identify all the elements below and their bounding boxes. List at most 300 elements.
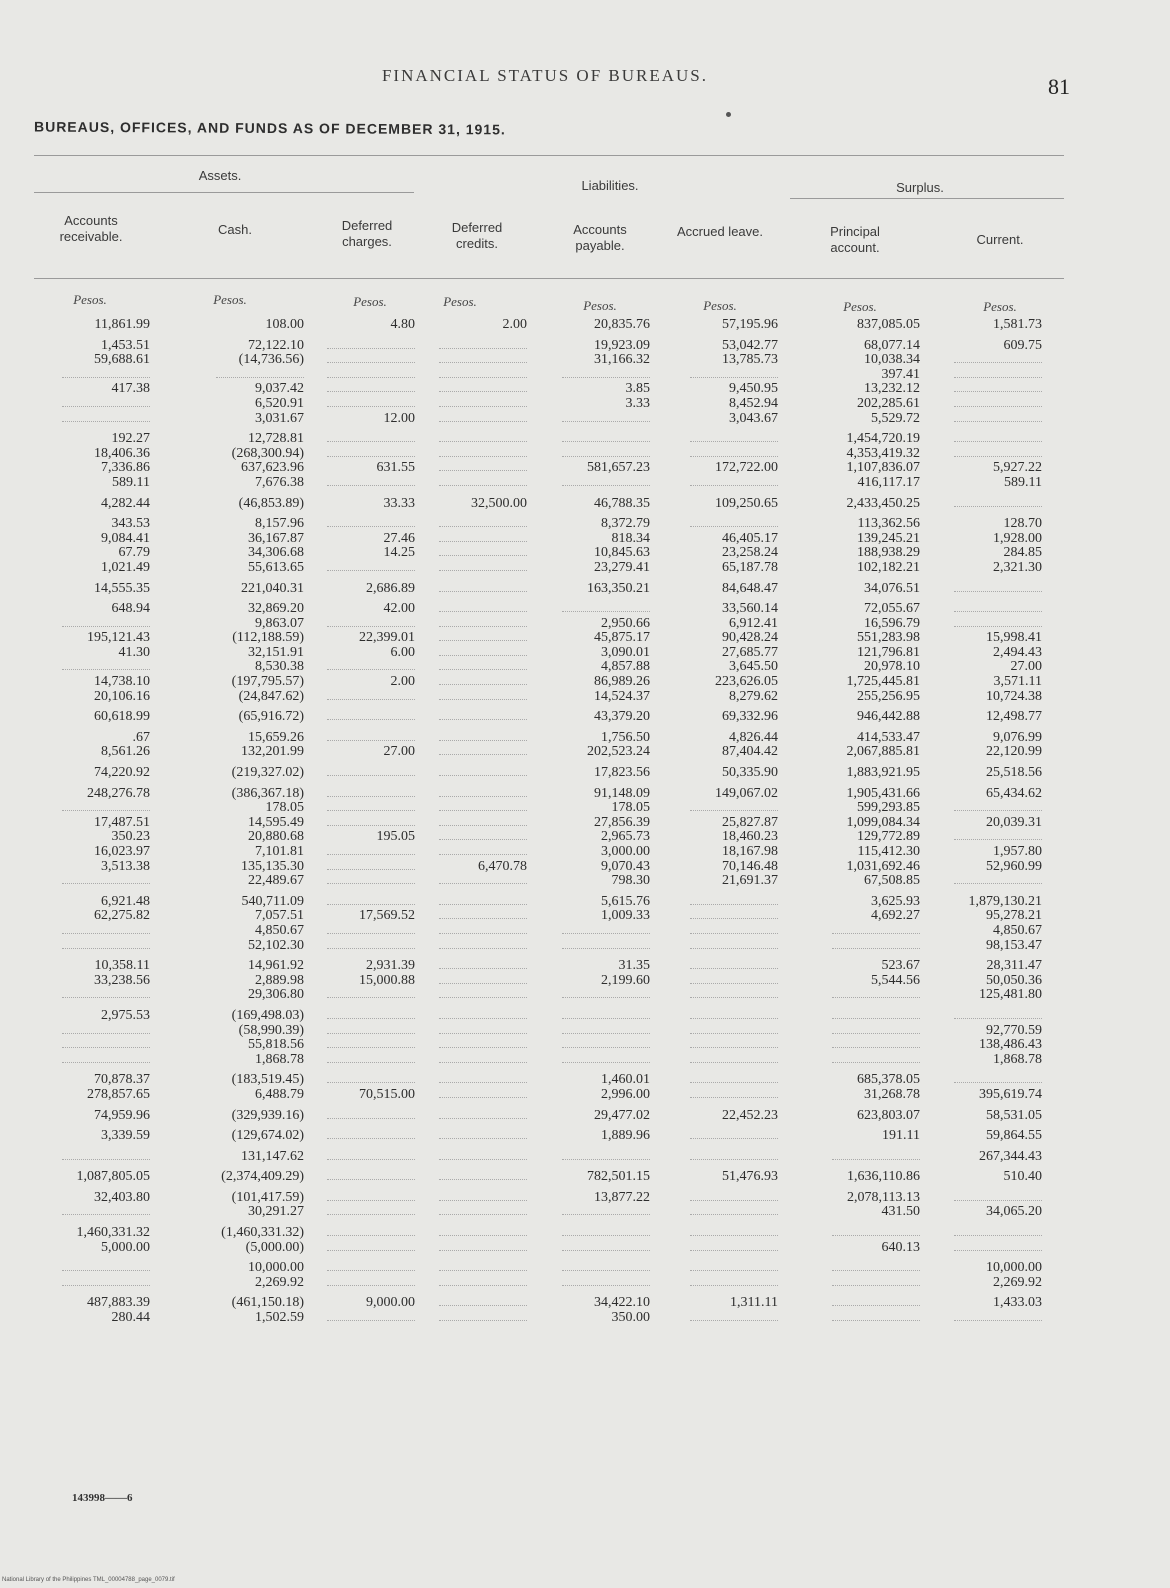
table-cell bbox=[415, 787, 527, 802]
table-cell: 1,883,921.95 bbox=[846, 765, 920, 781]
table-cell: 195.05 bbox=[376, 829, 415, 845]
table-cell bbox=[415, 959, 527, 974]
table-cell: 18,406.36 bbox=[94, 445, 150, 461]
leader-dots bbox=[690, 1206, 778, 1215]
table-cell: 115,412.30 bbox=[857, 844, 920, 859]
table-cell bbox=[415, 1109, 527, 1124]
table-cell: 2,889.98 bbox=[255, 972, 304, 988]
table-cell: 10,000.00 bbox=[248, 1260, 304, 1276]
leader-dots bbox=[439, 448, 527, 457]
leader-dots bbox=[954, 802, 1042, 811]
table-cell: 16,023.97 bbox=[94, 844, 150, 859]
table-subtitle: BUREAUS, OFFICES, AND FUNDS AS OF DECEMBER 31, 1915. bbox=[33, 118, 506, 138]
table-cell bbox=[38, 1261, 150, 1276]
table-cell bbox=[666, 1226, 778, 1241]
table-cell: 8,372.79 bbox=[601, 516, 650, 532]
leader-dots bbox=[327, 398, 415, 407]
table-cell: 2.00 bbox=[502, 317, 527, 332]
table-cell: 3,339.59 bbox=[101, 1128, 150, 1144]
table-cell: 22,399.01 bbox=[359, 630, 415, 646]
surplus-group-rule bbox=[790, 198, 1064, 199]
leader-dots bbox=[690, 1010, 778, 1019]
table-cell: 2,931.39 bbox=[366, 958, 415, 974]
leader-dots bbox=[954, 398, 1042, 407]
leader-dots bbox=[562, 477, 650, 486]
table-cell: 9,037.42 bbox=[255, 381, 304, 397]
table-cell bbox=[666, 1261, 778, 1276]
table-cell bbox=[415, 1088, 527, 1103]
table-cell bbox=[415, 1226, 527, 1241]
leader-dots bbox=[439, 788, 527, 797]
table-cell: 15,000.88 bbox=[359, 972, 415, 988]
table-cell: 3,625.93 bbox=[871, 893, 920, 909]
table-cell bbox=[303, 1150, 415, 1165]
leader-dots bbox=[327, 562, 415, 571]
unit-accounts-payable: Pesos. bbox=[583, 298, 617, 313]
table-cell bbox=[415, 339, 527, 354]
table-cell bbox=[930, 1241, 1042, 1256]
table-cell: 640.13 bbox=[881, 1239, 920, 1255]
leader-dots bbox=[439, 1297, 527, 1306]
table-cell: 163,350.21 bbox=[587, 580, 650, 596]
leader-dots bbox=[562, 603, 650, 612]
table-cell: 22,120.99 bbox=[986, 744, 1042, 760]
table-cell bbox=[303, 382, 415, 397]
table-cell: 7,057.51 bbox=[255, 908, 304, 924]
leader-dots bbox=[439, 910, 527, 919]
table-cell: 32,500.00 bbox=[471, 495, 527, 511]
leader-dots bbox=[62, 802, 150, 811]
table-cell bbox=[666, 909, 778, 924]
leader-dots bbox=[562, 369, 650, 378]
table-cell bbox=[415, 874, 527, 889]
leader-dots bbox=[327, 1192, 415, 1201]
column-principal-account bbox=[808, 318, 920, 1326]
leader-dots bbox=[690, 448, 778, 457]
table-cell: (386,367.18) bbox=[231, 785, 304, 801]
column-header-current: Current. bbox=[976, 232, 1024, 247]
leader-dots bbox=[327, 1312, 415, 1321]
table-cell bbox=[415, 517, 527, 532]
table-cell bbox=[415, 432, 527, 447]
table-cell bbox=[666, 368, 778, 383]
table-cell: 3,645.50 bbox=[729, 659, 778, 675]
table-cell: 5,927.22 bbox=[993, 460, 1042, 476]
table-cell: 31,166.32 bbox=[594, 352, 650, 368]
table-cell bbox=[415, 745, 527, 760]
table-cell: 9,084.41 bbox=[101, 530, 150, 546]
table-cell: 14,738.10 bbox=[94, 674, 150, 690]
table-cell: 55,613.65 bbox=[248, 559, 304, 575]
table-cell: 946,442.88 bbox=[857, 709, 920, 725]
table-cell bbox=[415, 766, 527, 781]
table-cell: 10,845.63 bbox=[594, 545, 650, 561]
table-cell: (14,736.56) bbox=[238, 352, 304, 368]
leader-dots bbox=[327, 1227, 415, 1236]
table-cell bbox=[415, 675, 527, 690]
leader-dots bbox=[439, 477, 527, 486]
table-cell bbox=[930, 617, 1042, 632]
table-cell: 397.41 bbox=[881, 366, 920, 382]
leader-dots bbox=[690, 940, 778, 949]
table-cell bbox=[666, 517, 778, 532]
column-header-deferred-credits: Deferred credits. bbox=[451, 220, 503, 251]
table-cell bbox=[415, 731, 527, 746]
table-cell: (2,374,409.29) bbox=[221, 1169, 304, 1185]
table-cell bbox=[415, 412, 527, 427]
table-cell bbox=[303, 710, 415, 725]
table-cell: 13,232.12 bbox=[864, 381, 920, 397]
table-cell: 7,676.38 bbox=[255, 474, 304, 490]
table-cell: 23,279.41 bbox=[594, 559, 650, 575]
table-cell bbox=[415, 1038, 527, 1053]
table-cell: 25,827.87 bbox=[722, 814, 778, 830]
leader-dots bbox=[832, 1151, 920, 1160]
table-cell: 125,481.80 bbox=[979, 987, 1042, 1003]
table-cell bbox=[666, 476, 778, 491]
table-cell bbox=[415, 816, 527, 831]
column-accrued-leave bbox=[666, 318, 778, 1326]
table-cell: 2,686.89 bbox=[366, 580, 415, 596]
leader-dots bbox=[327, 1039, 415, 1048]
table-cell bbox=[930, 432, 1042, 447]
table-cell: 3,031.67 bbox=[255, 410, 304, 426]
table-cell: 70,878.37 bbox=[94, 1072, 150, 1088]
leader-dots bbox=[439, 632, 527, 641]
table-cell: 416,117.17 bbox=[857, 474, 920, 490]
table-cell: 70,146.48 bbox=[722, 858, 778, 874]
table-cell: 74,220.92 bbox=[94, 765, 150, 781]
leader-dots bbox=[62, 369, 150, 378]
table-cell bbox=[303, 1053, 415, 1068]
table-cell: 113,362.56 bbox=[857, 516, 920, 532]
table-cell bbox=[415, 988, 527, 1003]
table-cell: 1,905,431.66 bbox=[846, 785, 920, 801]
table-cell bbox=[666, 1024, 778, 1039]
table-cell bbox=[415, 1053, 527, 1068]
table-cell: 551,283.98 bbox=[857, 630, 920, 646]
table-cell: 223,626.05 bbox=[715, 674, 778, 690]
leader-dots bbox=[439, 691, 527, 700]
table-cell bbox=[930, 382, 1042, 397]
leader-dots bbox=[439, 603, 527, 612]
table-cell bbox=[415, 397, 527, 412]
leader-dots bbox=[562, 1039, 650, 1048]
table-cell: (58,990.39) bbox=[238, 1022, 304, 1038]
table-cell: 129,772.89 bbox=[857, 829, 920, 845]
leader-dots bbox=[439, 1110, 527, 1119]
column-header-accrued-leave: Accrued leave. bbox=[677, 224, 763, 239]
leader-dots bbox=[690, 989, 778, 998]
leader-dots bbox=[327, 1151, 415, 1160]
table-cell: 267,344.43 bbox=[979, 1148, 1042, 1164]
table-cell: 1,581.73 bbox=[993, 317, 1042, 332]
leader-dots bbox=[690, 1089, 778, 1098]
table-cell bbox=[415, 582, 527, 597]
leader-dots bbox=[439, 732, 527, 741]
leader-dots bbox=[62, 875, 150, 884]
table-cell: 1,021.49 bbox=[101, 559, 150, 575]
table-cell bbox=[415, 368, 527, 383]
table-cell: 9,076.99 bbox=[993, 729, 1042, 745]
table-cell bbox=[538, 1009, 650, 1024]
table-cell bbox=[808, 1226, 920, 1241]
table-cell bbox=[808, 1150, 920, 1165]
leader-dots bbox=[439, 583, 527, 592]
table-cell: 2,494.43 bbox=[993, 644, 1042, 660]
table-cell: 1,957.80 bbox=[993, 844, 1042, 859]
table-cell bbox=[930, 874, 1042, 889]
group-label-assets: Assets. bbox=[198, 168, 242, 183]
table-cell bbox=[415, 895, 527, 910]
table-cell: 18,167.98 bbox=[722, 844, 778, 859]
table-cell: 25,518.56 bbox=[986, 765, 1042, 781]
table-cell bbox=[666, 1150, 778, 1165]
table-cell bbox=[303, 397, 415, 412]
table-cell: .67 bbox=[132, 729, 150, 745]
table-cell: 648.94 bbox=[111, 601, 150, 617]
table-cell bbox=[538, 1205, 650, 1220]
leader-dots bbox=[327, 691, 415, 700]
table-cell: 1,087,805.05 bbox=[76, 1169, 150, 1185]
table-cell: 798.30 bbox=[611, 873, 650, 889]
footer-code: 143998——6 bbox=[72, 1492, 133, 1504]
table-cell bbox=[303, 1261, 415, 1276]
table-cell bbox=[415, 447, 527, 462]
leader-dots bbox=[327, 861, 415, 870]
table-cell: 417.38 bbox=[111, 381, 150, 397]
table-cell bbox=[38, 1150, 150, 1165]
leader-dots bbox=[327, 448, 415, 457]
table-cell: 55,818.56 bbox=[248, 1037, 304, 1053]
table-cell bbox=[666, 447, 778, 462]
leader-dots bbox=[690, 960, 778, 969]
table-cell: 53,042.77 bbox=[722, 337, 778, 353]
leader-dots bbox=[562, 925, 650, 934]
table-cell bbox=[415, 909, 527, 924]
table-cell: 4,282.44 bbox=[101, 495, 150, 511]
group-label-surplus: Surplus. bbox=[896, 180, 944, 195]
leader-dots bbox=[327, 340, 415, 349]
table-cell: 3,571.11 bbox=[993, 674, 1042, 690]
table-cell: 2,965.73 bbox=[601, 829, 650, 845]
leader-dots bbox=[832, 989, 920, 998]
column-accounts-receivable bbox=[38, 318, 150, 1326]
column-cash bbox=[192, 318, 304, 1326]
table-cell: 2,321.30 bbox=[993, 559, 1042, 575]
leader-dots bbox=[439, 1192, 527, 1201]
table-cell: 138,486.43 bbox=[979, 1037, 1042, 1053]
leader-dots bbox=[439, 1262, 527, 1271]
leader-dots bbox=[327, 477, 415, 486]
table-cell: 60,618.99 bbox=[94, 709, 150, 725]
leader-dots bbox=[439, 940, 527, 949]
leader-dots bbox=[327, 1242, 415, 1251]
table-cell: 68,077.14 bbox=[864, 337, 920, 353]
table-cell: 637,623.96 bbox=[241, 460, 304, 476]
table-cell: 10,038.34 bbox=[864, 352, 920, 368]
table-cell: 12,498.77 bbox=[986, 709, 1042, 725]
leader-dots bbox=[62, 1206, 150, 1215]
table-cell: 17,487.51 bbox=[94, 814, 150, 830]
table-cell bbox=[930, 1009, 1042, 1024]
table-cell bbox=[38, 801, 150, 816]
table-cell: 128.70 bbox=[1003, 516, 1042, 532]
table-cell bbox=[415, 690, 527, 705]
table-cell: 9,070.43 bbox=[601, 858, 650, 874]
table-cell: 609.75 bbox=[1003, 337, 1042, 353]
table-cell: 14,961.92 bbox=[248, 958, 304, 974]
table-cell bbox=[38, 924, 150, 939]
table-cell: 4.80 bbox=[390, 317, 415, 332]
leader-dots bbox=[690, 925, 778, 934]
table-cell: 62,275.82 bbox=[94, 908, 150, 924]
leader-dots bbox=[954, 603, 1042, 612]
table-cell: 90,428.24 bbox=[722, 630, 778, 646]
table-cell: (461,150.18) bbox=[231, 1295, 304, 1311]
table-cell: 34,422.10 bbox=[594, 1295, 650, 1311]
table-cell bbox=[415, 561, 527, 576]
table-cell bbox=[930, 830, 1042, 845]
table-cell: 782,501.15 bbox=[587, 1169, 650, 1185]
table-cell bbox=[303, 1311, 415, 1326]
leader-dots bbox=[439, 413, 527, 422]
table-cell bbox=[538, 447, 650, 462]
table-cell: 91,148.09 bbox=[594, 785, 650, 801]
table-cell bbox=[415, 939, 527, 954]
table-cell bbox=[415, 382, 527, 397]
leader-dots bbox=[690, 896, 778, 905]
table-cell bbox=[415, 974, 527, 989]
table-cell: 202,285.61 bbox=[857, 395, 920, 411]
table-cell: 109,250.65 bbox=[715, 495, 778, 511]
table-cell bbox=[303, 1024, 415, 1039]
leader-dots bbox=[62, 413, 150, 422]
leader-dots bbox=[439, 1206, 527, 1215]
table-cell bbox=[415, 1191, 527, 1206]
table-cell: 65,434.62 bbox=[986, 785, 1042, 801]
leader-dots bbox=[439, 383, 527, 392]
table-cell: 67.79 bbox=[118, 545, 150, 561]
table-cell bbox=[808, 988, 920, 1003]
table-cell: 178.05 bbox=[265, 800, 304, 816]
leader-dots bbox=[954, 1010, 1042, 1019]
leader-dots bbox=[562, 448, 650, 457]
table-cell bbox=[303, 1109, 415, 1124]
table-cell: 350.00 bbox=[611, 1310, 650, 1326]
table-cell: 284.85 bbox=[1003, 545, 1042, 561]
leader-dots bbox=[439, 618, 527, 627]
table-cell: 52,102.30 bbox=[248, 937, 304, 953]
table-cell: 43,379.20 bbox=[594, 709, 650, 725]
table-cell: 599,293.85 bbox=[857, 800, 920, 816]
table-cell bbox=[303, 1009, 415, 1024]
table-cell: 5,615.76 bbox=[601, 893, 650, 909]
leader-dots bbox=[62, 1025, 150, 1034]
table-cell: (101,417.59) bbox=[231, 1189, 304, 1205]
leader-dots bbox=[562, 1025, 650, 1034]
leader-dots bbox=[690, 1312, 778, 1321]
table-cell: 1,460,331.32 bbox=[76, 1225, 150, 1241]
table-cell: 70,515.00 bbox=[359, 1086, 415, 1102]
table-cell bbox=[303, 1038, 415, 1053]
leader-dots bbox=[832, 1312, 920, 1321]
table-cell: 34,065.20 bbox=[986, 1204, 1042, 1220]
table-cell: (329,939.16) bbox=[231, 1107, 304, 1123]
table-cell: 14,524.37 bbox=[594, 688, 650, 704]
table-cell: 27.46 bbox=[383, 530, 415, 546]
table-cell bbox=[303, 561, 415, 576]
leader-dots bbox=[690, 433, 778, 442]
table-cell: 221,040.31 bbox=[241, 580, 304, 596]
table-cell bbox=[415, 1276, 527, 1291]
table-cell bbox=[930, 1073, 1042, 1088]
table-cell bbox=[303, 924, 415, 939]
leader-dots bbox=[690, 1242, 778, 1251]
leader-dots bbox=[439, 1089, 527, 1098]
table-cell: 46,788.35 bbox=[594, 495, 650, 511]
table-cell: 2,996.00 bbox=[601, 1086, 650, 1102]
table-cell bbox=[415, 617, 527, 632]
table-cell: 23,258.24 bbox=[722, 545, 778, 561]
leader-dots bbox=[439, 433, 527, 442]
table-cell: 95,278.21 bbox=[986, 908, 1042, 924]
table-cell: 14.25 bbox=[383, 545, 415, 561]
leader-dots bbox=[439, 896, 527, 905]
leader-dots bbox=[62, 940, 150, 949]
table-cell bbox=[538, 1226, 650, 1241]
table-cell: 1,928.00 bbox=[993, 530, 1042, 546]
table-cell bbox=[538, 602, 650, 617]
leader-dots bbox=[439, 831, 527, 840]
table-cell: 9,863.07 bbox=[255, 615, 304, 631]
table-cell bbox=[930, 801, 1042, 816]
table-cell: 15,998.41 bbox=[986, 630, 1042, 646]
leader-dots bbox=[954, 369, 1042, 378]
table-cell bbox=[192, 368, 304, 383]
leader-dots bbox=[216, 369, 304, 378]
table-cell: 11,861.99 bbox=[94, 317, 150, 332]
table-cell: 29,477.02 bbox=[594, 1107, 650, 1123]
table-cell: 102,182.21 bbox=[857, 559, 920, 575]
table-cell: 2,433,450.25 bbox=[846, 495, 920, 511]
table-cell: (129,674.02) bbox=[231, 1128, 304, 1144]
table-cell bbox=[415, 532, 527, 547]
table-cell: 67,508.85 bbox=[864, 873, 920, 889]
unit-accrued-leave: Pesos. bbox=[703, 298, 737, 313]
table-cell bbox=[538, 1261, 650, 1276]
table-cell: 8,530.38 bbox=[255, 659, 304, 675]
leader-dots bbox=[327, 925, 415, 934]
table-cell bbox=[808, 1261, 920, 1276]
table-cell bbox=[38, 874, 150, 889]
table-cell: 10,724.38 bbox=[986, 688, 1042, 704]
leader-dots bbox=[327, 896, 415, 905]
leader-dots bbox=[327, 369, 415, 378]
table-cell: 510.40 bbox=[1003, 1169, 1042, 1185]
table-cell: 74,959.96 bbox=[94, 1107, 150, 1123]
table-cell: 12,728.81 bbox=[248, 431, 304, 447]
leader-dots bbox=[62, 661, 150, 670]
table-cell bbox=[303, 517, 415, 532]
table-cell: (169,498.03) bbox=[231, 1007, 304, 1023]
table-cell: 27.00 bbox=[1010, 659, 1042, 675]
table-cell bbox=[930, 447, 1042, 462]
table-cell bbox=[415, 353, 527, 368]
table-cell bbox=[666, 924, 778, 939]
table-cell: 202,523.24 bbox=[587, 744, 650, 760]
leader-dots bbox=[954, 433, 1042, 442]
